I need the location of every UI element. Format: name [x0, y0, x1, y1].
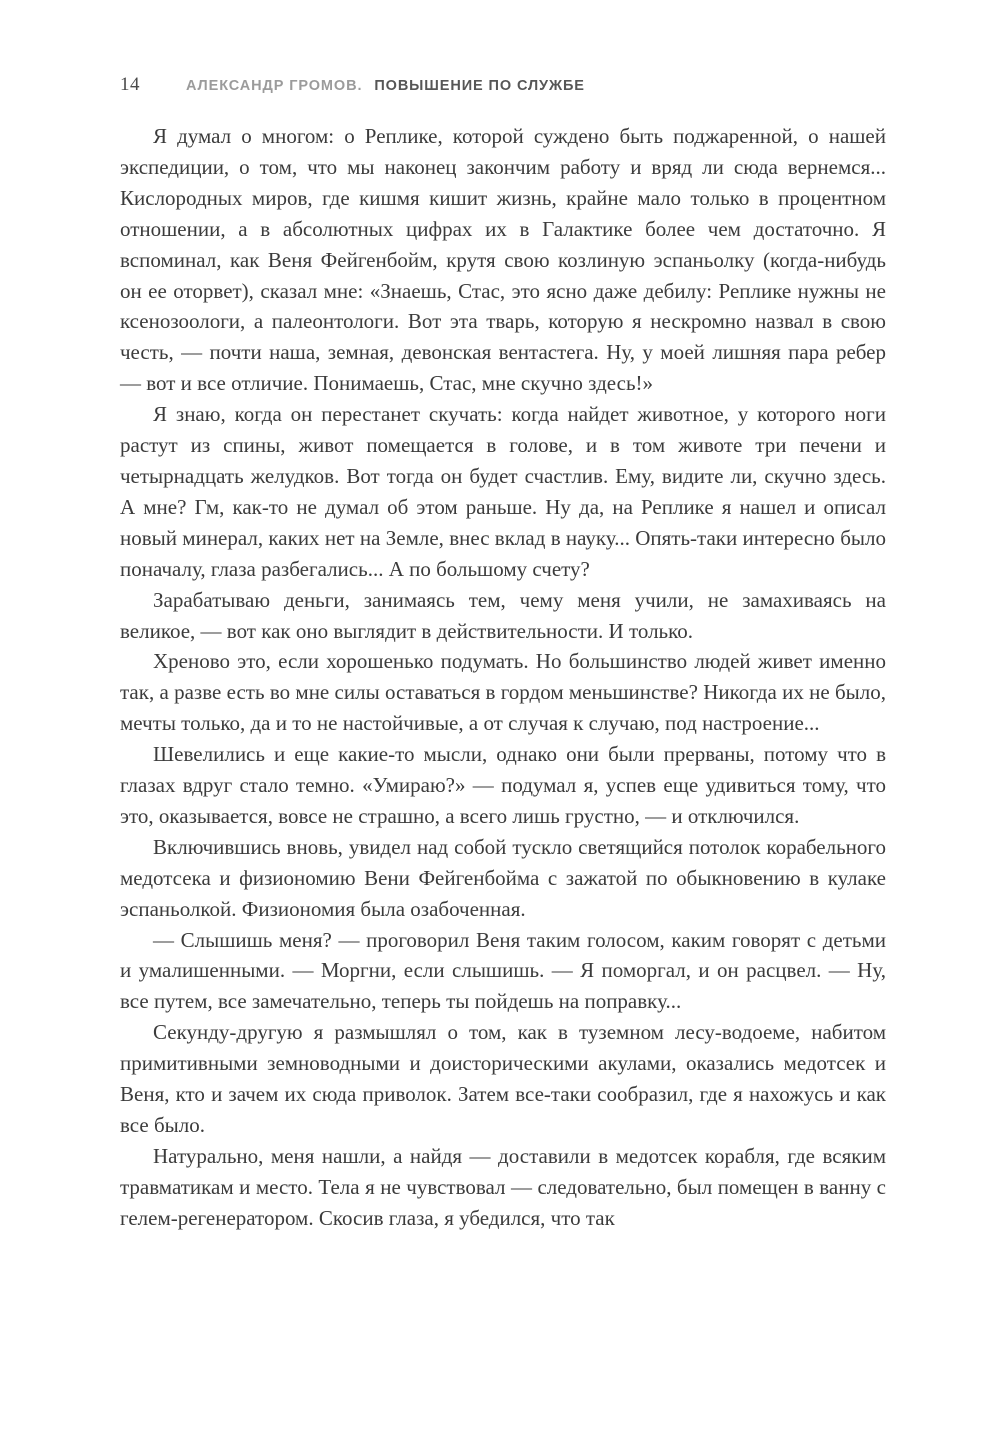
paragraph: Зарабатываю деньги, занимаясь тем, чему меня учили, не замахиваясь на великое, — вот как оно выглядит в действительности. И только. [120, 587, 886, 643]
header-author: АЛЕКСАНДР ГРОМОВ. [186, 78, 363, 94]
paragraph: Я знаю, когда он перестанет скучать: когда найдет животное, у которого ноги растут из спины, живот помещается в голове, и в том животе три печени и четырнадцать желудков. Вот тогда он будет счастлив. Ему, видите ли, скучно здесь. А мне? Гм, как-то не думал об этом раньше. Ну да, на Реплике я нашел и описал новый минерал, каких нет на Земле, внес вклад в науку... Опять-таки интересно было поначалу, глаза разбегались... А по большому счету? [120, 402, 886, 581]
paragraph: Хреново это, если хорошенько подумать. Но большинство людей живет именно так, а разве есть во мне силы оставаться в гордом меньшинстве? Никогда их не было, мечты только, да и то не настойчивые, а от случая к случаю, под настроение... [120, 649, 886, 736]
paragraph: Натурально, меня нашли, а найдя — доставили в медотсек корабля, где всяким травматикам и место. Тела я не чувствовал — следовательно, был помещен в ванну с гелем-регенератором. Скосив глаза, я убедился, что так [120, 1143, 886, 1230]
paragraph: Секунду-другую я размышлял о том, как в туземном лесу-водоеме, набитом примитивными земноводными и доисторическими акулами, оказались медотсек и Веня, кто и зачем их сюда приволок. Затем все-таки сообразил, где я нахожусь и как все было. [120, 1020, 886, 1137]
body-text [120, 121, 886, 1234]
page-number: 14 [120, 74, 140, 95]
paragraph: Шевелились и еще какие-то мысли, однако они были прерваны, потому что в глазах вдруг стало темно. «Умираю?» — подумал я, успев еще удивиться тому, что это, оказывается, вовсе не страшно, а всего лишь грустно, — и отключился. [120, 742, 886, 828]
paragraph: Я думал о многом: о Реплике, которой суждено быть поджаренной, о нашей экспедиции, о том, что мы наконец закончим работу и вряд ли сюда вернемся... Кислородных миров, где кишмя кишит жизнь, крайне мало только в процентном отношении, а в абсолютных цифрах их в Галактике более чем достаточно. Я вспоминал, как Веня Фейгенбойм, крутя свою козлиную эспаньолку (когда-нибудь он ее оторвет), сказал мне: «Знаешь, Стас, это ясно даже дебилу: Реплике нужны не ксенозоологи, а палеонтологи. Вот эта тварь, которую я нескромно назвал в свою честь, — почти наша, земная, девонская вентастега. Ну, у моей лишняя пара ребер — вот и все отличие. Понимаешь, Стас, мне скучно здесь!» [120, 124, 886, 396]
paragraph: — Слышишь меня? — проговорил Веня таким голосом, каким говорят с детьми и умалишенными. — Моргни, если слышишь. — Я поморгал, и он расцвел. — Ну, все путем, все замечательно, теперь ты пойдешь на поправку... [120, 927, 886, 1014]
running-header [120, 74, 886, 96]
header-titles [186, 78, 585, 94]
paragraph: Включившись вновь, увидел над собой тускло светящийся потолок корабельного медотсека и физиономию Вени Фейгенбойма с зажатой по обыкновению в кулаке эспаньолкой. Физиономия была озабоченная. [120, 834, 886, 921]
header-book-title: ПОВЫШЕНИЕ ПО СЛУЖБЕ [374, 78, 585, 94]
